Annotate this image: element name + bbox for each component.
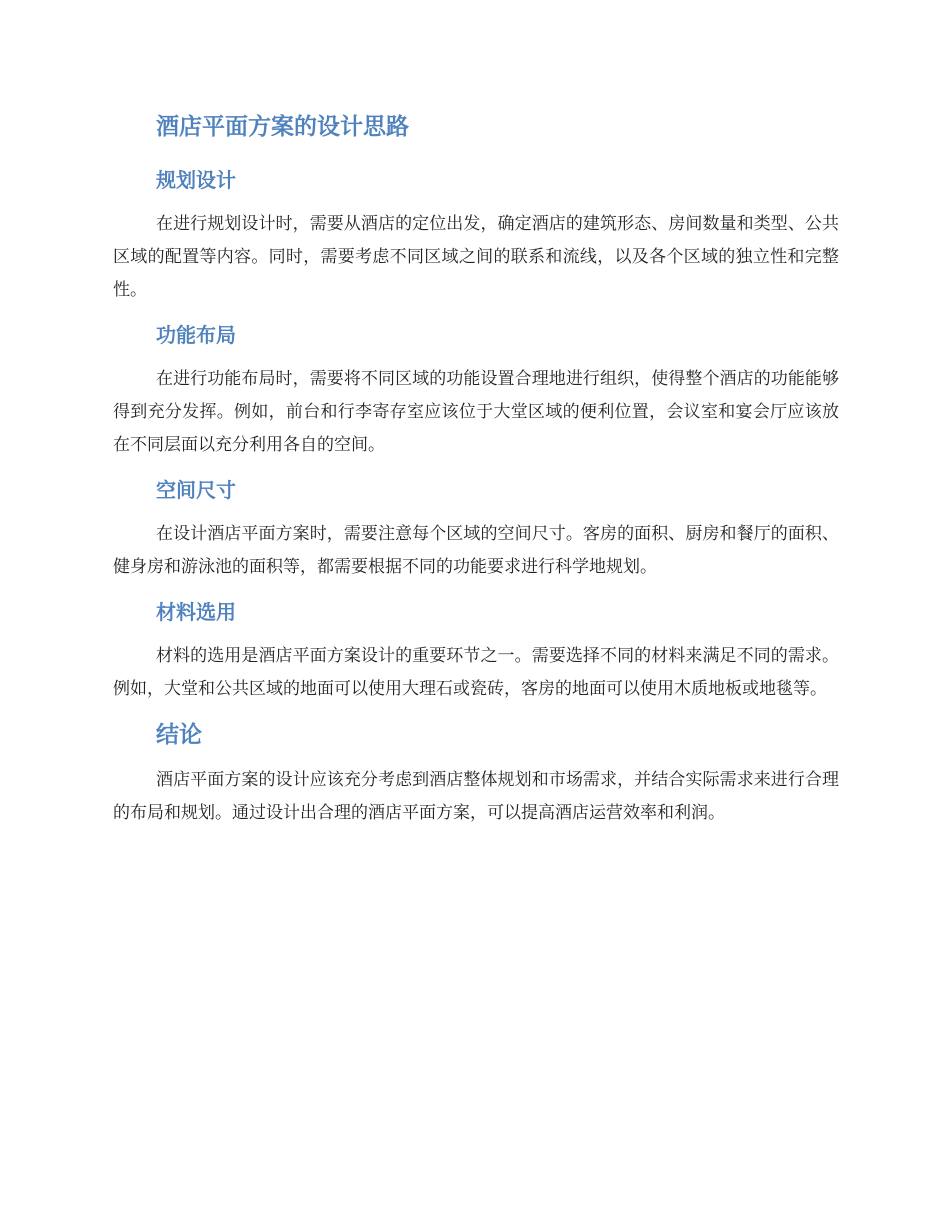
section-heading-space: 空间尺寸 (156, 478, 236, 502)
section-body-planning: 在进行规划设计时，需要从酒店的定位出发，确定酒店的建筑形态、房间数量和类型、公共区域的配置等内容。同时，需要考虑不同区域之间的联系和流线，以及各个区域的独立性和完整性。 (113, 214, 839, 300)
document-title: 酒店平面方案的设计思路 (156, 114, 409, 140)
conclusion-heading: 结论 (156, 722, 202, 748)
section-body-space: 在设计酒店平面方案时，需要注意每个区域的空间尺寸。客房的面积、厨房和餐厅的面积、健身房和游泳池的面积等，都需要根据不同的功能要求进行科学地规划。 (113, 524, 839, 577)
section-heading-layout: 功能布局 (156, 323, 236, 347)
section-body-materials: 材料的选用是酒店平面方案设计的重要环节之一。需要选择不同的材料来满足不同的需求。例如，大堂和公共区域的地面可以使用大理石或瓷砖，客房的地面可以使用木质地板或地毯等。 (113, 646, 839, 699)
section-heading-planning: 规划设计 (156, 168, 236, 192)
conclusion-body: 酒店平面方案的设计应该充分考虑到酒店整体规划和市场需求，并结合实际需求来进行合理的布局和规划。通过设计出合理的酒店平面方案，可以提高酒店运营效率和利润。 (113, 770, 839, 823)
section-heading-materials: 材料选用 (156, 600, 236, 624)
section-body-layout: 在进行功能布局时，需要将不同区域的功能设置合理地进行组织，使得整个酒店的功能能够得到充分发挥。例如，前台和行李寄存室应该位于大堂区域的便利位置，会议室和宴会厅应该放在不同层面以充分利用各自的空间。 (113, 369, 839, 455)
